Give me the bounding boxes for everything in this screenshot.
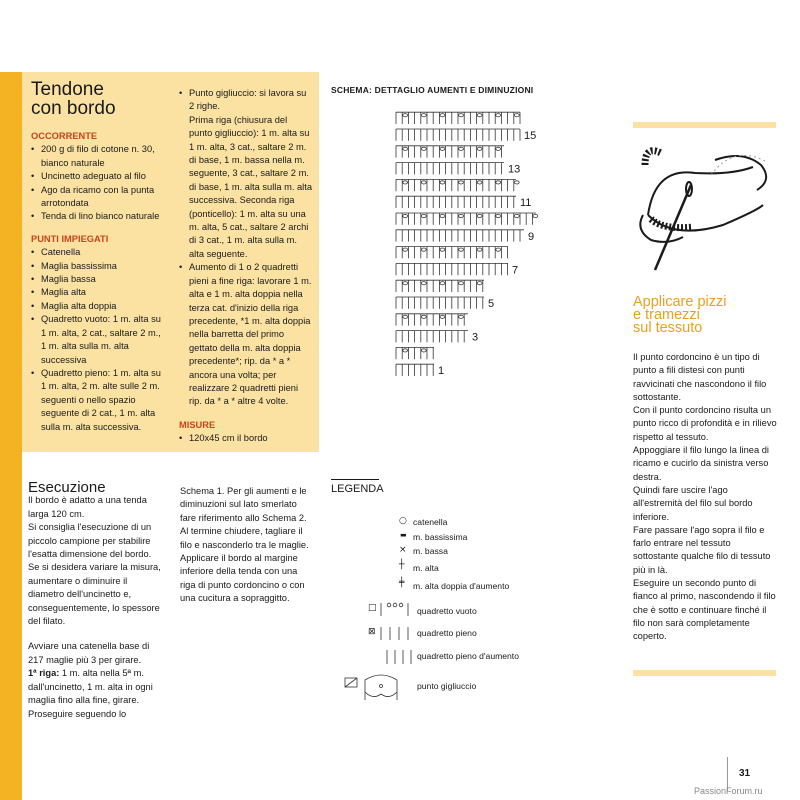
chain-mark bbox=[421, 181, 426, 184]
increase-square-chart-icon bbox=[384, 648, 418, 666]
chain-mark bbox=[440, 114, 445, 117]
row-label: 11 bbox=[520, 197, 532, 210]
list-item: • Maglia bassissima bbox=[31, 260, 163, 273]
legend-label: punto gigliuccio bbox=[417, 681, 477, 691]
chain-mark bbox=[496, 147, 501, 150]
chain-mark bbox=[421, 114, 426, 117]
double-crochet-icon: ┼ bbox=[399, 560, 405, 570]
chain-mark bbox=[477, 147, 482, 150]
chain-mark bbox=[440, 248, 445, 251]
sidebar-accent-top bbox=[633, 122, 776, 128]
pattern-title: Tendone con bordo bbox=[31, 79, 116, 119]
list-item: • Catenella bbox=[31, 246, 163, 259]
sidebar-accent-bottom bbox=[633, 670, 776, 676]
legend-title: LEGENDA bbox=[331, 483, 384, 495]
chain-mark bbox=[459, 315, 464, 318]
filled-square-icon: ⊠ bbox=[368, 627, 376, 637]
legend-rule bbox=[331, 479, 379, 480]
row-label: 7 bbox=[512, 264, 519, 277]
gigliuccio-chart-icon bbox=[343, 672, 415, 704]
chain-mark bbox=[459, 147, 464, 150]
chain-mark bbox=[459, 114, 464, 117]
chain-mark bbox=[421, 282, 426, 285]
chain-mark bbox=[403, 147, 408, 150]
list-item: • 120x45 cm il bordo bbox=[179, 432, 312, 445]
accent-bar bbox=[0, 72, 22, 800]
chain-icon: ○ bbox=[399, 516, 407, 526]
chain-mark bbox=[403, 181, 408, 184]
chain-mark bbox=[403, 214, 408, 217]
list-item: • Tenda di lino bianco naturale bbox=[31, 210, 163, 223]
chain-mark bbox=[459, 214, 464, 217]
list-item: • 200 g di filo di cotone n. 30, bianco naturale bbox=[31, 143, 163, 170]
row-label: 5 bbox=[488, 298, 495, 310]
occorrente-heading: OCCORRENTE bbox=[31, 131, 98, 141]
esecuzione-title: Esecuzione bbox=[28, 479, 106, 496]
punti-list bbox=[31, 246, 163, 434]
chain-mark bbox=[440, 214, 445, 217]
chain-mark bbox=[496, 214, 501, 217]
chain-mark bbox=[421, 349, 426, 352]
legend-label: m. alta doppia d'aumento bbox=[413, 581, 510, 591]
chain-mark bbox=[496, 114, 501, 117]
sidebar-body: Il punto cordoncino è un tipo di punto a fili distesi con punti ravvicinati che nascondono il filo sottostante. Con il punto cordoncino risulta un punto ricco di profondità e in rilievo rispetto al tessuto. Appoggiare il filo lungo la linea di ricamo e cucirlo da sinistra verso destra. Quindi fare uscire l'ago all'estremità del filo sul bordo inferiore. Fare passare l'ago sopra il filo e farlo entrare nel tessuto sottostante qualche filo di tessuto più in là. Eseguire un secondo punto di fianco al primo, nascondendo il filo che è sotto e continuare finché il filo non sarà completamente coperto. bbox=[633, 352, 777, 642]
chain-mark bbox=[459, 181, 464, 184]
row-label: 15 bbox=[524, 130, 537, 142]
list-item: • Quadretto vuoto: 1 m. alta su 1 m. alta, 2 cat., saltare 2 m., 1 m. alta sulla m. alta successiva bbox=[31, 313, 163, 367]
list-item: • Maglia bassa bbox=[31, 273, 163, 286]
legend-label: quadretto pieno d'aumento bbox=[417, 651, 519, 661]
list-item: • Ago da ricamo con la punta arrotondata bbox=[31, 184, 163, 211]
row-label: 3 bbox=[472, 331, 479, 344]
sidebar-title: Applicare pizzi e tramezzi sul tessuto bbox=[633, 294, 727, 336]
chain-mark bbox=[496, 181, 501, 184]
esecuzione-column-1: Esecuzione Il bordo è adatto a una tenda larga 120 cm. Si consiglia l'esecuzione di un piccolo campione per stabilire l'esatta dimensione del bordo. Se si desidera variare la misura, aumentare o diminuire il diametro dell'uncinetto e, conseguentemente, lo spessore del filato. Avviare una catenella base di 217 maglie più 3 per girare. 1ª riga: 1 m. alta nella 5ª m. dall'uncinetto, 1 m. alta in ogni maglia fino alla fine, girare. Proseguire seguendo lo bbox=[28, 481, 163, 721]
chain-mark bbox=[514, 214, 519, 217]
chain-mark bbox=[477, 214, 482, 217]
chain-mark bbox=[421, 315, 426, 318]
filled-square-chart-icon bbox=[378, 625, 412, 641]
chain-mark bbox=[403, 114, 408, 117]
chain-mark bbox=[459, 282, 464, 285]
chain-mark bbox=[477, 114, 482, 117]
page-number: 31 bbox=[739, 768, 751, 779]
chain-mark bbox=[533, 214, 538, 217]
chain-mark bbox=[440, 181, 445, 184]
list-item: • Quadretto pieno: 1 m. alta su 1 m. alta, 2 m. alte sulle 2 m. seguenti o nello spazio seguente di 2 cat., 1 m. alta sulla m. alta successiva. bbox=[31, 367, 163, 434]
chain-mark bbox=[403, 315, 408, 318]
watermark: PassionForum.ru bbox=[694, 786, 763, 796]
chain-mark bbox=[403, 282, 408, 285]
crochet-chart bbox=[390, 108, 560, 388]
occorrente-list bbox=[31, 143, 163, 223]
list-item: • Aumento di 1 o 2 quadretti pieni a fine riga: lavorare 1 m. alta e 1 m. alta doppia nella terza cat. d'inizio della riga precedente, *1 m. alta doppia nella barretta del primo gettato della m. alta doppia precedente*; rip. da * a * ancora una volta; per realizzare 2 quadretti pieni rip. da * a * altre 4 volte. bbox=[179, 261, 312, 408]
punti-heading: PUNTI IMPIEGATI bbox=[31, 233, 109, 244]
materials-column bbox=[31, 80, 163, 434]
row-label: 9 bbox=[528, 230, 535, 243]
chain-mark bbox=[421, 248, 426, 251]
legend-label: quadretto vuoto bbox=[417, 606, 477, 616]
slip-stitch-icon: ▬ bbox=[400, 531, 407, 539]
schema-title: SCHEMA: DETTAGLIO AUMENTI E DIMINUZIONI bbox=[331, 85, 534, 95]
legend-label: m. bassa bbox=[413, 546, 448, 556]
esecuzione-column-2: Schema 1. Per gli aumenti e le diminuzioni sul lato smerlato fare riferimento allo Schema 2. Al termine chiudere, tagliare il filo e nasconderlo tra le maglie. Applicare il bordo al margine inferiore della tenda con una riga di punto cordoncino o con una cucitura a sopraggitto. bbox=[180, 486, 309, 604]
embroidery-illustration bbox=[633, 145, 776, 283]
chain-mark bbox=[403, 248, 408, 251]
single-crochet-icon: × bbox=[399, 545, 407, 555]
empty-square-icon: □ bbox=[368, 603, 377, 613]
list-item: • Punto gigliuccio: si lavora su 2 righe. Prima riga (chiusura del punto gigliuccio): 1 m. alta su 1 m. alta, 3 cat., saltare 2 m. di base, 1 m. bassa nella m. seguente, 3 cat., saltare 2 m. di base, 1 m. alta sulla m. alta successiva. Seconda riga (ponticello): 1 m. alta su una m. alta, 5 cat., saltare 2 archi di 3 cat., 1 m. alta sulla m. alta seguente. bbox=[179, 87, 312, 261]
chain-mark bbox=[421, 147, 426, 150]
misure-heading: MISURE bbox=[179, 419, 216, 430]
legend-label: m. bassissima bbox=[413, 532, 468, 542]
list-item: • Maglia alta bbox=[31, 286, 163, 299]
legend-label: m. alta bbox=[413, 563, 439, 573]
stitches-column bbox=[179, 87, 312, 446]
chain-mark bbox=[440, 147, 445, 150]
list-item: • Uncinetto adeguato al filo bbox=[31, 170, 163, 183]
chain-mark bbox=[421, 214, 426, 217]
empty-square-chart-icon bbox=[378, 601, 412, 617]
chain-mark bbox=[514, 181, 519, 184]
treble-increase-icon: ╪ bbox=[399, 578, 405, 588]
legend-label: quadretto pieno bbox=[417, 628, 477, 638]
chain-mark bbox=[403, 349, 408, 352]
chain-mark bbox=[459, 248, 464, 251]
list-item: • Maglia alta doppia bbox=[31, 300, 163, 313]
chain-mark bbox=[477, 248, 482, 251]
row-label: 13 bbox=[508, 163, 521, 176]
chain-mark bbox=[496, 248, 501, 251]
chain-mark bbox=[514, 114, 519, 117]
legend-label: catenella bbox=[413, 517, 448, 527]
chain-mark bbox=[440, 282, 445, 285]
chain-mark bbox=[477, 282, 482, 285]
row-label: 1 bbox=[438, 365, 445, 378]
chain-mark bbox=[477, 181, 482, 184]
chain-mark bbox=[440, 315, 445, 318]
